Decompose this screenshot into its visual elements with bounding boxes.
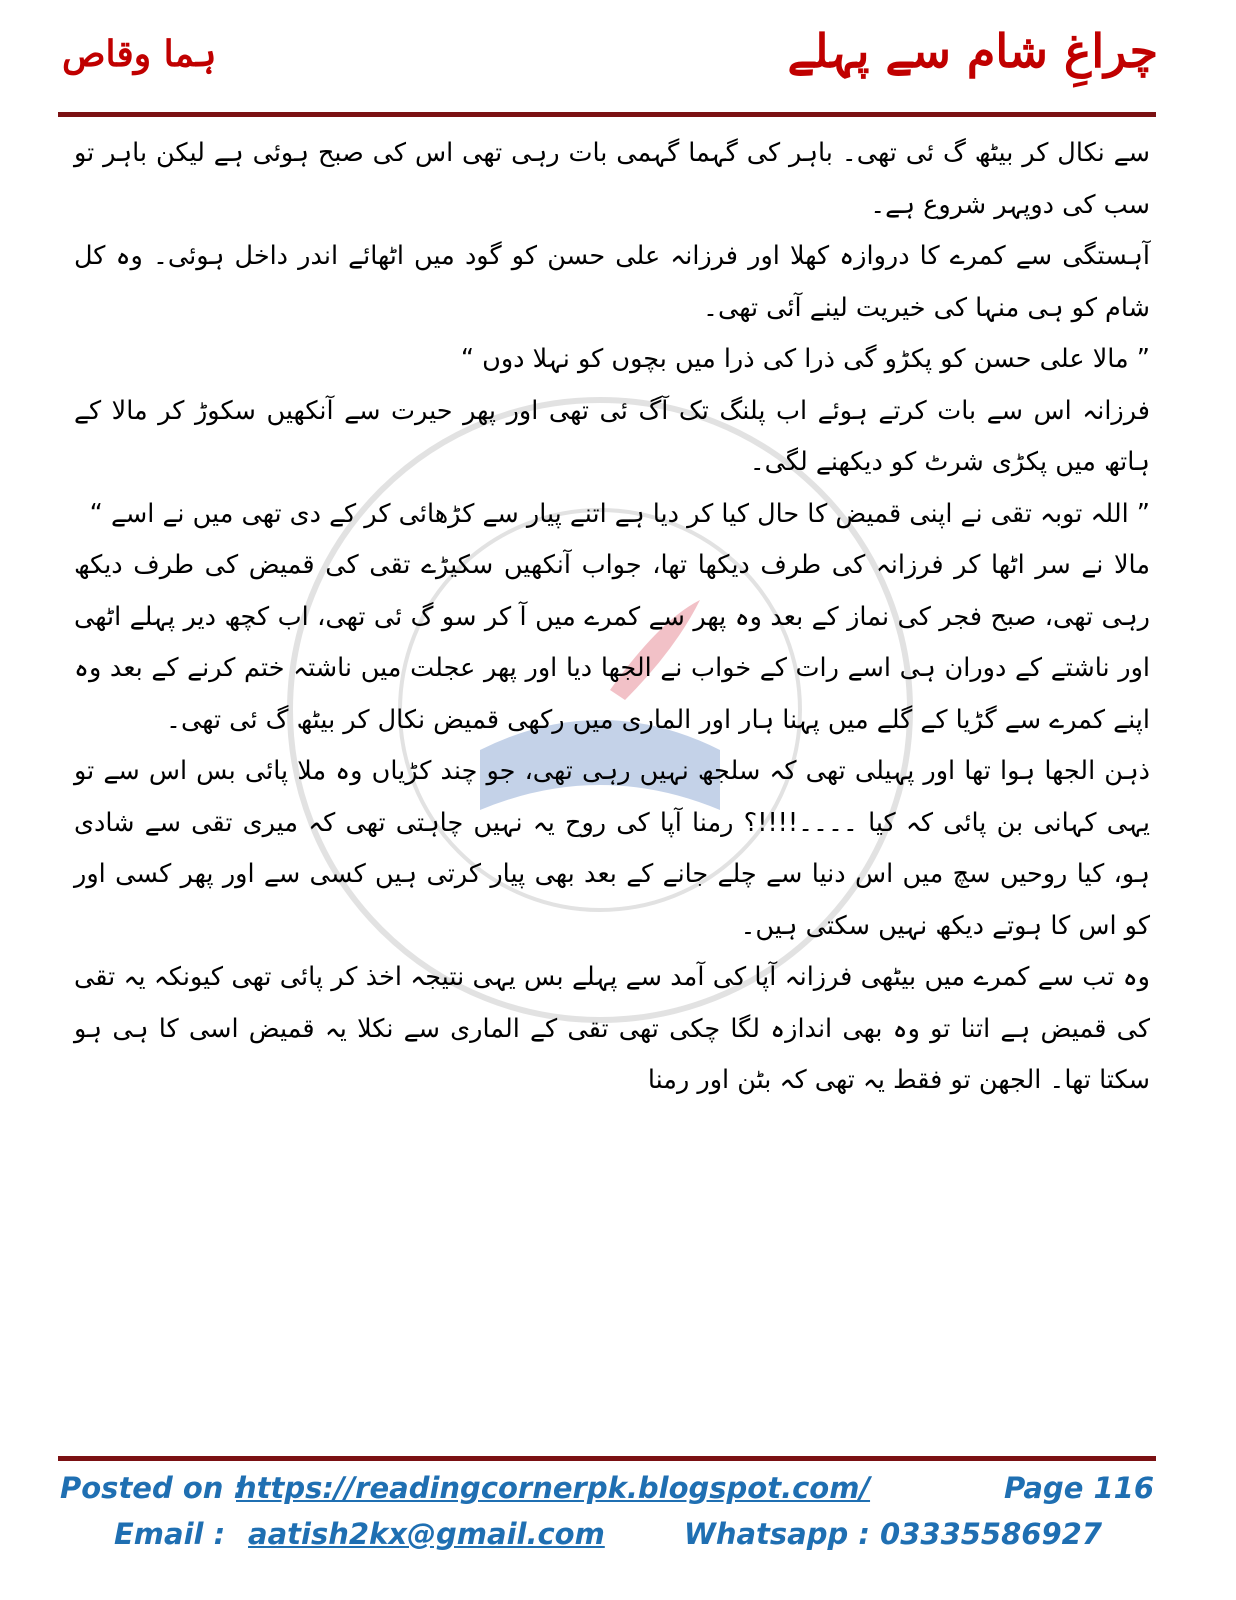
email-link[interactable]: aatish2kx@gmail.com [248,1517,605,1551]
chapter-body [74,128,1150,1107]
dialogue-paragraph: ” مالا علی حسن کو پکڑو گی ذرا کی ذرا میں بچوں کو نہلا دوں “ [460,344,1150,374]
posted-on-label: Posted on : [60,1471,246,1505]
dialogue-paragraph: ” اللہ توبہ تقی نے اپنی قمیض کا حال کیا کر دیا ہے اتنے پیار سے کڑھائی کر کے دی تھی میں نے اسے “ [89,498,1150,529]
paragraph: ذہن الجھا ہوا تھا اور پہیلی تھی کہ سلجھ نہیں رہی تھی، جو چند کڑیاں وہ ملا پائی بس اس سے تو یہی کہانی بن پائی کہ کیا ۔۔۔۔!!!!؟ رمنا آپا کی روح یہ نہیں چاہتی تھی کہ میری تقی سے شادی ہو، کیا روحیں سچ میں اس دنیا سے چلے جانے کے بعد بھی پیار کرتی ہیں کسی سے اور پھر کسی اور کو اس کا ہوتے دیکھ نہیں سکتی ہیں۔ [74,756,1150,941]
book-title: چراغِ شام سے پہلے [787,24,1158,78]
header-divider [58,112,1156,117]
paragraph: وہ تب سے کمرے میں بیٹھی فرزانہ آپا کی آمد سے پہلے بس یہی نتیجہ اخذ کر پائی تھی کیونکہ یہ تقی کی قمیض ہے اتنا تو وہ بھی اندازہ لگا چکی تھی تقی کے الماری سے نکلا یہ قمیض اسی کا ہی ہو سکتا تھا۔ الجھن تو فقط یہ تھی کہ بٹن اور رمنا [74,962,1150,1095]
paragraph: آہستگی سے کمرے کا دروازہ کھلا اور فرزانہ علی حسن کو گود میں اٹھائے اندر داخل ہوئی۔ وہ کل شام کو ہی منہا کی خیریت لینے آئی تھی۔ [74,241,1150,323]
footer-divider [58,1456,1156,1461]
author-name: ہما وقاص [62,33,217,75]
page-number: Page 116 [1003,1471,1154,1505]
paragraph: فرزانہ اس سے بات کرتے ہوئے اب پلنگ تک آگ ئی تھی اور پھر حیرت سے آنکھیں سکوڑ کر مالا کے ہاتھ میں پکڑی شرٹ کو دیکھنے لگی۔ [74,395,1150,477]
blog-link[interactable]: https://readingcornerpk.blogspot.com/ [236,1471,871,1505]
whatsapp-contact: Whatsapp : 03335586927 [683,1517,1102,1551]
email-label: Email : [114,1517,226,1551]
paragraph: سے نکال کر بیٹھ گ ئی تھی۔ باہر کی گہما گہمی بات رہی تھی اس کی صبح ہوئی ہے لیکن باہر تو سب کی دوپہر شروع ہے۔ [74,138,1150,220]
paragraph: مالا نے سر اٹھا کر فرزانہ کی طرف دیکھا تھا، جواب آنکھیں سکیڑے تقی کی قمیض کی طرف دیکھ رہی تھی، صبح فجر کی نماز کے بعد وہ پھر سے کمرے میں آ کر سو گ ئی تھی، اب کچھ دیر پہلے اٹھی اور ناشتے کے دوران ہی اسے رات کے خواب نے الجھا دیا اور پھر عجلت میں ناشتہ ختم کرنے کے بعد وہ اپنے کمرے سے گڑیا کے گلے میں پہنا ہار اور الماری میں رکھی قمیض نکال کر بیٹھ گ ئی تھی۔ [74,550,1150,735]
